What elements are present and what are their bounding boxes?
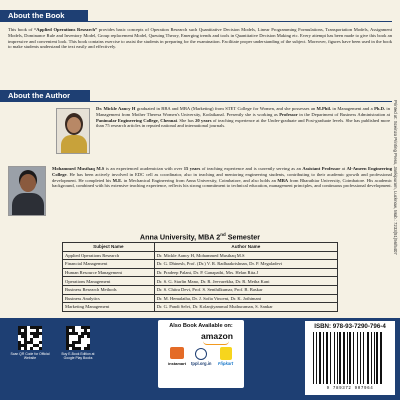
table-row: Operations Management Dr. S. G. Starlin Mano, Dr. R. Jeevarekha, Dr. R. Metha Kani xyxy=(63,277,338,286)
barcode-icon xyxy=(311,332,389,386)
about-book-heading-bar xyxy=(0,10,88,22)
store-availability-box xyxy=(158,320,244,388)
table-row: Business Analytics Dr. M. Hemalatha, Dr. J. Sofia Vincent, Dr. K. Jothimani xyxy=(63,294,338,303)
header-subject-name: Subject Name xyxy=(63,243,155,252)
barcode-digits: 9 789372 907964 xyxy=(326,387,374,391)
table-row: Financial Management Dr. G. Dhinesh, Prof. (Dr.) V. R. Radhaakrishnan, Dr. P. Megaladevi xyxy=(63,260,338,269)
about-book-heading: About the Book xyxy=(8,11,65,20)
header-author-name: Author Name xyxy=(154,243,337,252)
about-author-rule xyxy=(90,101,392,102)
table-row: Marketing Management Dr. G. Pandi Selvi, Dr. Kolanjiyammal Muthuraman, S. Sankar xyxy=(63,303,338,312)
author2-photo xyxy=(8,166,46,216)
table-row: Human Resource Management Dr. Pradeep Palani, Dr. P. Ganapathi, Mrs. Helan Rita.J xyxy=(63,268,338,277)
amazon-logo[interactable]: amazon xyxy=(201,331,233,341)
about-book-text: This book of “Applied Operations Research” provides basic concepts of Operation Research such Quantitative Decision Models, Linear Programming Formulations, Transportation Models, Assignment Models, Dominance Rule and Inventory Model, Group replacement Model, Queuing Theory, Emerging trends and tools in Quantitative Decision Making etc. Every attempt has been made to give this book an impressive and convenient look. This book contains exercise to assist the students in preparing for the examination. Facilitate proper understanding of the subject. Moreover, figures have been used in the book to make students understand the text easily and effectively. xyxy=(8,27,392,50)
author2-bio: Mohammed Musthaq M.S is an experienced academician with over 15 years of teaching experience and is currently serving as an Assistant Professor at Al-Ameen Engineering College. He has been actively involved in EDC cell as coordinator, also in teaching and mentoring engineering students, contributing to their academic growth and professional development. He completed his M.E. in Mechanical Engineering from Anna University, Coimbatore, and also holds an MBA from Bharathiar University, Coimbatore. His academic background, combined with his extensive teaching experience, reflects his strong commitment to technical education, management principles, and continuous professional development. xyxy=(52,166,392,189)
instamart-logo[interactable]: instamart xyxy=(168,361,187,366)
table-title: Anna University, MBA 2nd Semester xyxy=(139,232,261,242)
flipkart-logo[interactable]: Flipkart xyxy=(218,361,234,366)
table-header-row xyxy=(63,243,338,252)
flipkart-icon xyxy=(220,347,232,360)
tppl-icon xyxy=(195,348,207,360)
available-on-title: Also Book Available on: xyxy=(169,323,233,329)
author1-photo xyxy=(56,108,90,154)
author1-bio: Dr. Mickle Aancy H graduated in BBA and MBA (Marketing) from STET College for Women, and she possesses an M.Phil. in Management and a Ph.D. in Management from Mother Theresa Women's University, Kodaikanal. Presently she is working as Professor in the Department of Business Administration at Panimalar Engineering College, Chennai. She has 20 years of teaching experience at the Under-graduate and Post-graduate levels. She has published more than 75 research articles in reputed national and international journals. xyxy=(96,106,391,129)
table-row: Applied Operations Research Dr. Mickle Aancy H, Mohammed Musthaq M.S xyxy=(63,251,338,260)
tppl-logo[interactable]: tppl.org.in xyxy=(191,361,212,366)
qr-code-website[interactable] xyxy=(18,326,42,350)
about-book-rule xyxy=(88,21,392,22)
subject-author-table xyxy=(62,242,338,312)
isbn-text: ISBN: 978-93-7290-796-4 xyxy=(314,323,386,330)
qr-code-ebook[interactable] xyxy=(66,326,90,350)
instamart-icon xyxy=(170,347,184,359)
qr-website-caption: Scan QR Code for Official Website xyxy=(10,352,50,360)
amazon-smile-icon xyxy=(203,341,229,345)
qr-ebook-caption: Buy E-Book Edition at Google Play Books xyxy=(61,352,95,360)
about-author-heading: About the Author xyxy=(8,91,71,100)
about-author-heading-bar xyxy=(0,90,90,102)
printer-info-vertical: Printed at: Sceinzo Printing Press, Jankipuram, Lucknow, Mob.: 7233(51)56/5407 xyxy=(393,100,398,255)
isbn-barcode-box xyxy=(305,321,395,395)
table-row: Business Research Methods Dr. S. Chitra Devi, Prof. S. Senthilkumar, Prof. B. Baskar xyxy=(63,285,338,294)
